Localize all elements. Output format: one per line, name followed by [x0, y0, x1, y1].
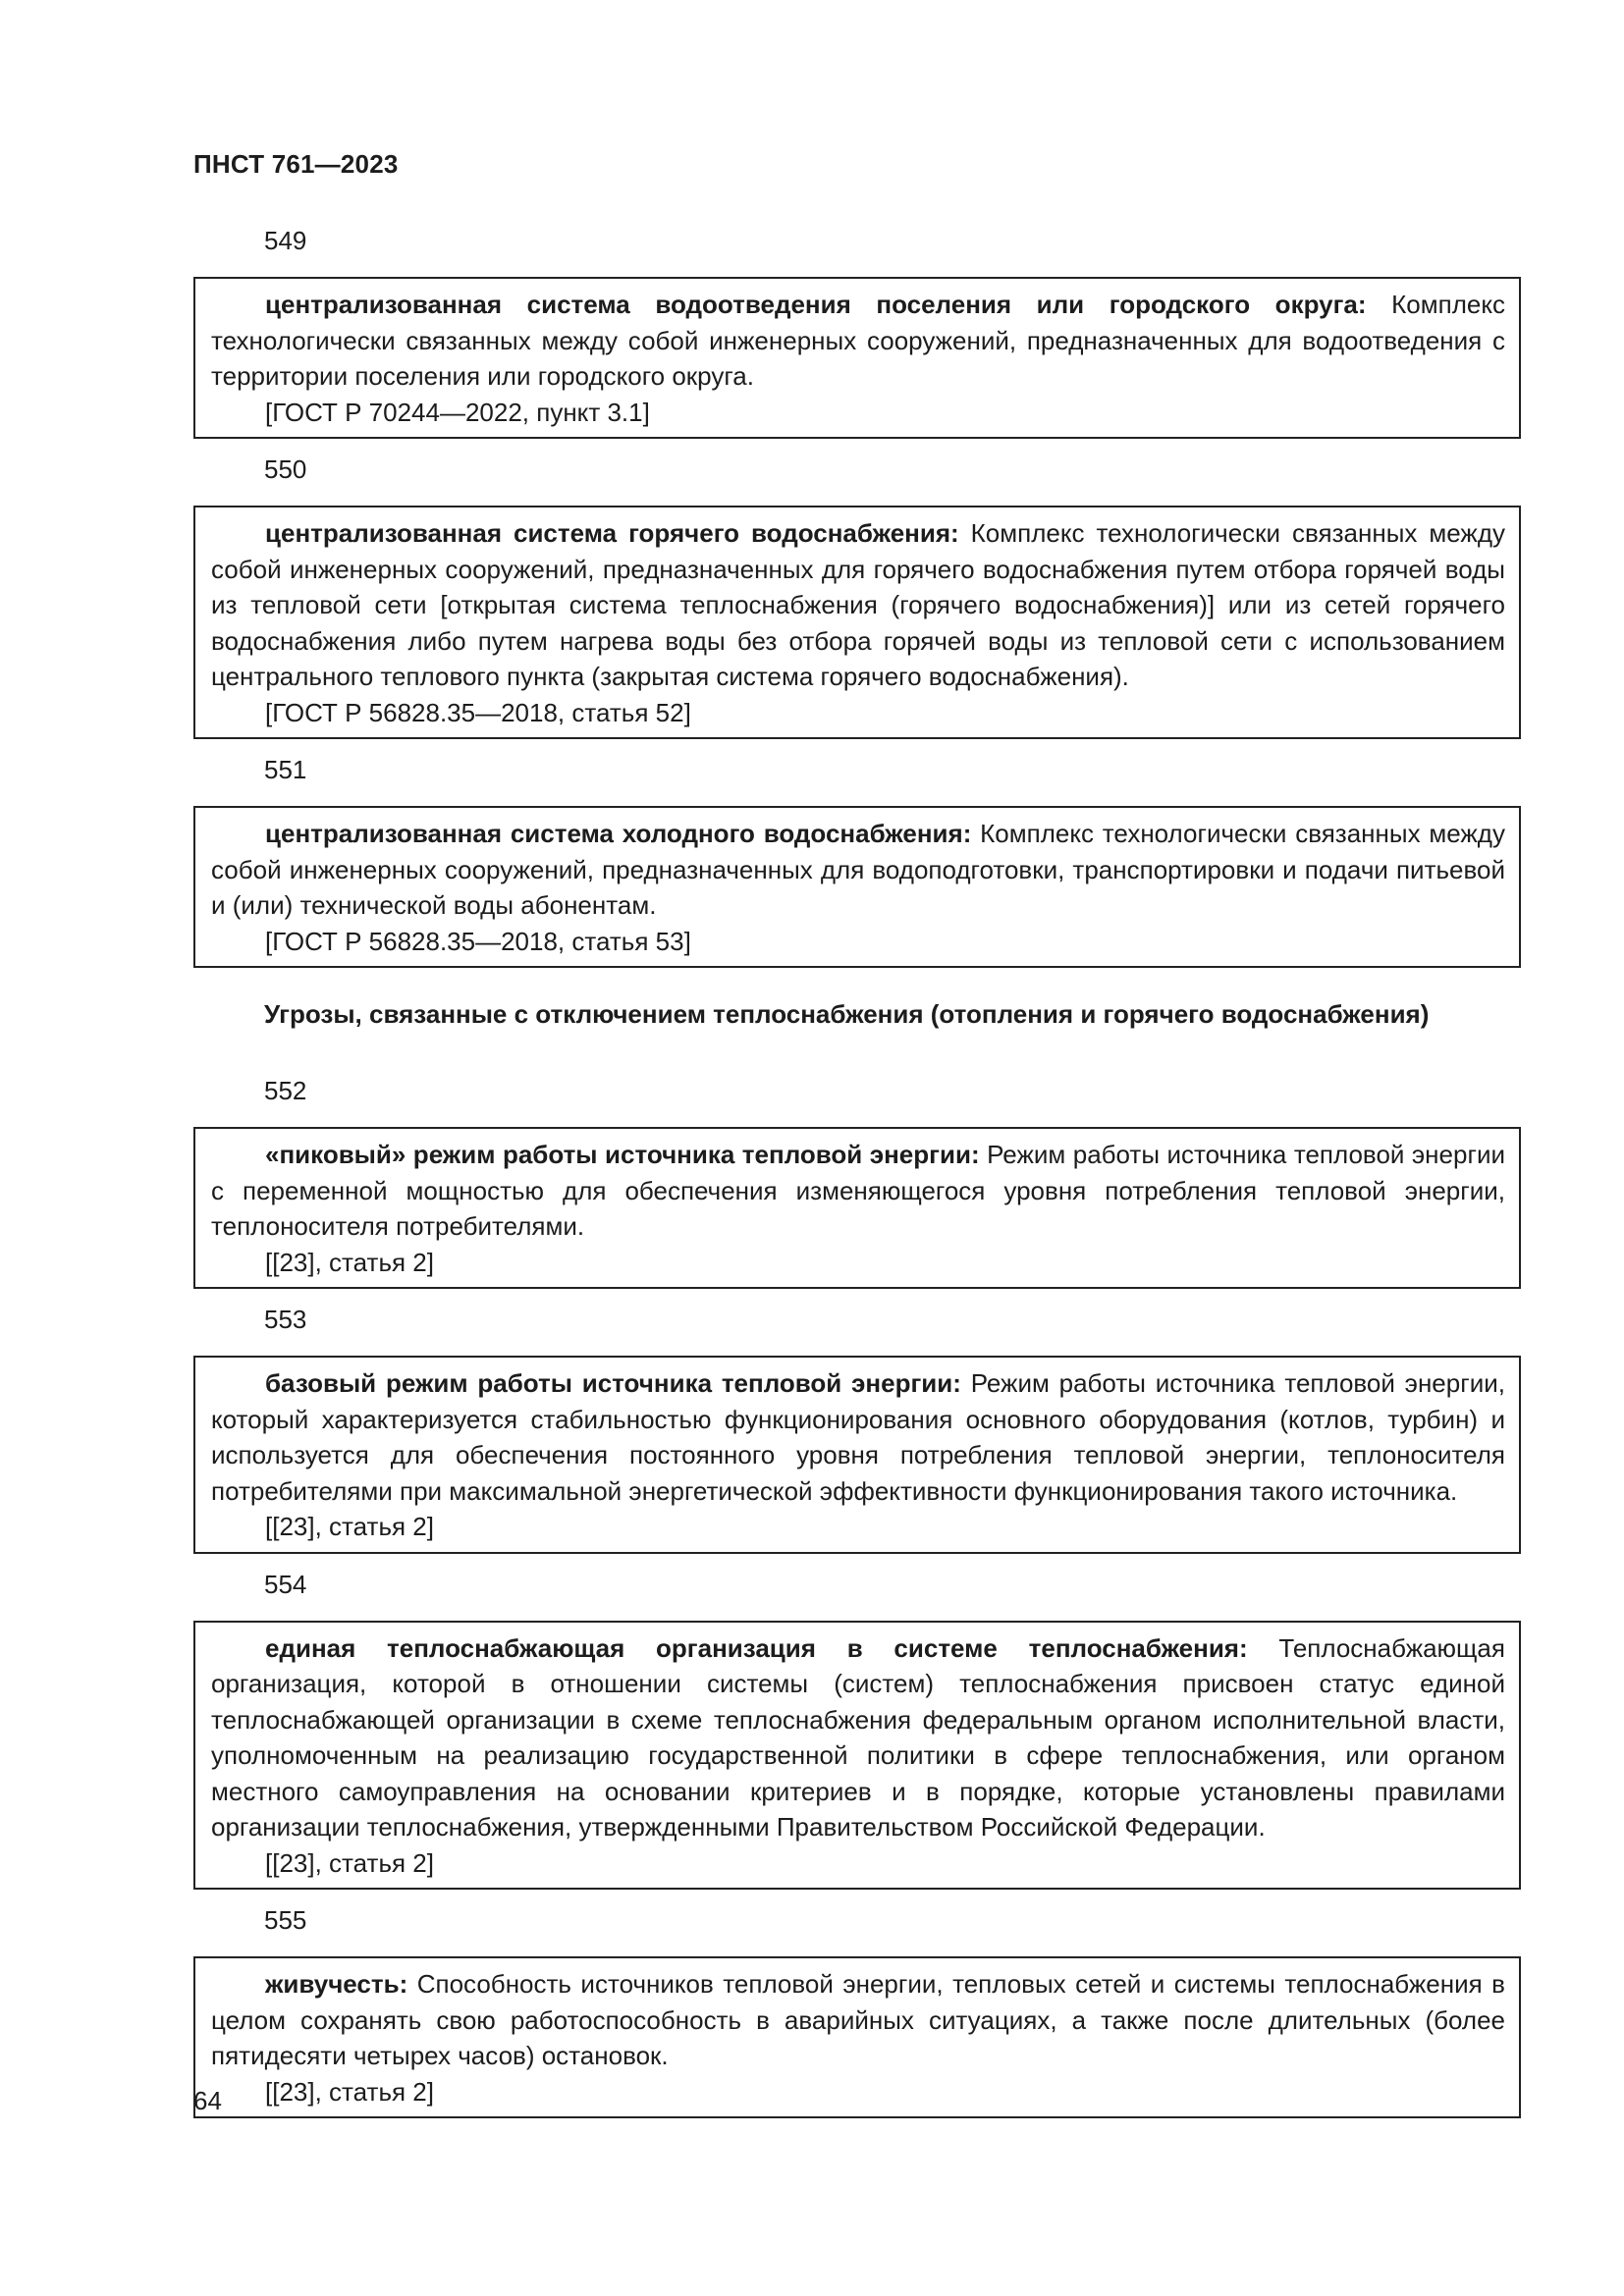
- term-entry: [193, 1356, 1521, 1554]
- term-name: единая теплоснабжающая организация в системе теплоснабжения:: [265, 1632, 1248, 1663]
- terms-content: [193, 224, 1521, 2132]
- term-source: [ГОСТ Р 70244—2022, пункт 3.1]: [265, 397, 650, 427]
- term-source: [[23], статья 2]: [265, 1847, 434, 1878]
- page-number: 64: [193, 2086, 222, 2115]
- term-source: [ГОСТ Р 56828.35—2018, статья 53]: [265, 926, 691, 956]
- document-code: ПНСТ 761—2023: [193, 149, 399, 179]
- term-source: [[23], статья 2]: [265, 2076, 434, 2107]
- term-source: [[23], статья 2]: [265, 1512, 434, 1541]
- term-number: 549: [264, 226, 307, 255]
- term-name: живучесть:: [265, 1969, 408, 1999]
- definition-text: Режим работы источника тепловой энергии с переменной мощностью для обеспечения изменяющегося уровня потребления тепловой энергии, теплоносителя потребителями.: [211, 1140, 1505, 1241]
- term-definition: [211, 1365, 1505, 1509]
- term-name: централизованная система горячего водоснабжения:: [265, 518, 959, 548]
- term-number: 554: [264, 1569, 307, 1599]
- term-number: 553: [264, 1305, 307, 1334]
- term-name: «пиковый» режим работы источника тепловой энергии:: [265, 1140, 980, 1169]
- term-source: [[23], статья 2]: [265, 1247, 434, 1277]
- term-entry: [193, 506, 1521, 739]
- term-definition: [211, 1137, 1505, 1245]
- term-definition: [211, 287, 1505, 395]
- term-definition: [211, 816, 1505, 924]
- term-name: централизованная система холодного водоснабжения:: [265, 819, 972, 848]
- term-definition: [211, 1966, 1505, 2074]
- term-entry: [193, 1621, 1521, 1891]
- term-definition: [211, 1630, 1505, 1845]
- definition-text: Комплекс технологически связанных между собой инженерных сооружений, предназначенных для водоподготовки, транспортировки и подачи питьевой и (или) технической воды абонентам.: [211, 819, 1505, 920]
- term-entry: [193, 806, 1521, 968]
- definition-text: Комплекс технологически связанных между собой инженерных сооружений, предназначенных для горячего водоснабжения путем отбора горячей воды из тепловой сети [открытая система теплоснабжения (горячего водоснабжения)] или из сетей горячего водоснабжения либо путем нагрева воды без отбора горячей воды из тепловой сети с использованием центрального теплового пункта (закрытая система горячего водоснабжения).: [211, 518, 1505, 691]
- term-source: [ГОСТ Р 56828.35—2018, статья 52]: [265, 697, 691, 727]
- term-entry: [193, 277, 1521, 439]
- term-name: базовый режим работы источника тепловой энергии:: [265, 1368, 961, 1398]
- term-number: 550: [264, 454, 307, 484]
- term-number: 551: [264, 755, 307, 784]
- term-entry: [193, 1956, 1521, 2118]
- definition-text: Теплоснабжающая организация, которой в отношении системы (систем) теплоснабжения присвоен статус единой теплоснабжающей организации в схеме теплоснабжения федеральным органом исполнительной власти, уполномоченным на реализацию государственной политики в сфере теплоснабжения, или органом местного самоуправления на основании критериев и в порядке, которые установлены правилами организации теплоснабжения, утвержденными Правительством Российской Федерации.: [211, 1632, 1505, 1842]
- definition-text: Способность источников тепловой энергии, тепловых сетей и системы теплоснабжения в целом сохранять свою работоспособность в аварийных ситуациях, а также после длительных (более пятидесяти четырех часов) остановок.: [211, 1969, 1505, 2070]
- term-definition: [211, 515, 1505, 695]
- term-entry: [193, 1127, 1521, 1289]
- definition-text: Режим работы источника тепловой энергии, который характеризуется стабильностью функционирования основного оборудования (котлов, турбин) и используется для обеспечения постоянного уровня потребления тепловой энергии, теплоносителя потребителями при максимальной энергетической эффективности функционирования такого источника.: [211, 1368, 1505, 1506]
- term-name: централизованная система водоотведения поселения или городского округа:: [265, 290, 1367, 319]
- term-number: 552: [264, 1076, 307, 1105]
- section-heading: Угрозы, связанные с отключением теплоснабжения (отопления и горячего водоснабжения): [264, 999, 1430, 1029]
- term-number: 555: [264, 1905, 307, 1935]
- definition-text: Комплекс технологически связанных между собой инженерных сооружений, предназначенных для водоотведения с территории поселения или городского округа.: [211, 290, 1505, 391]
